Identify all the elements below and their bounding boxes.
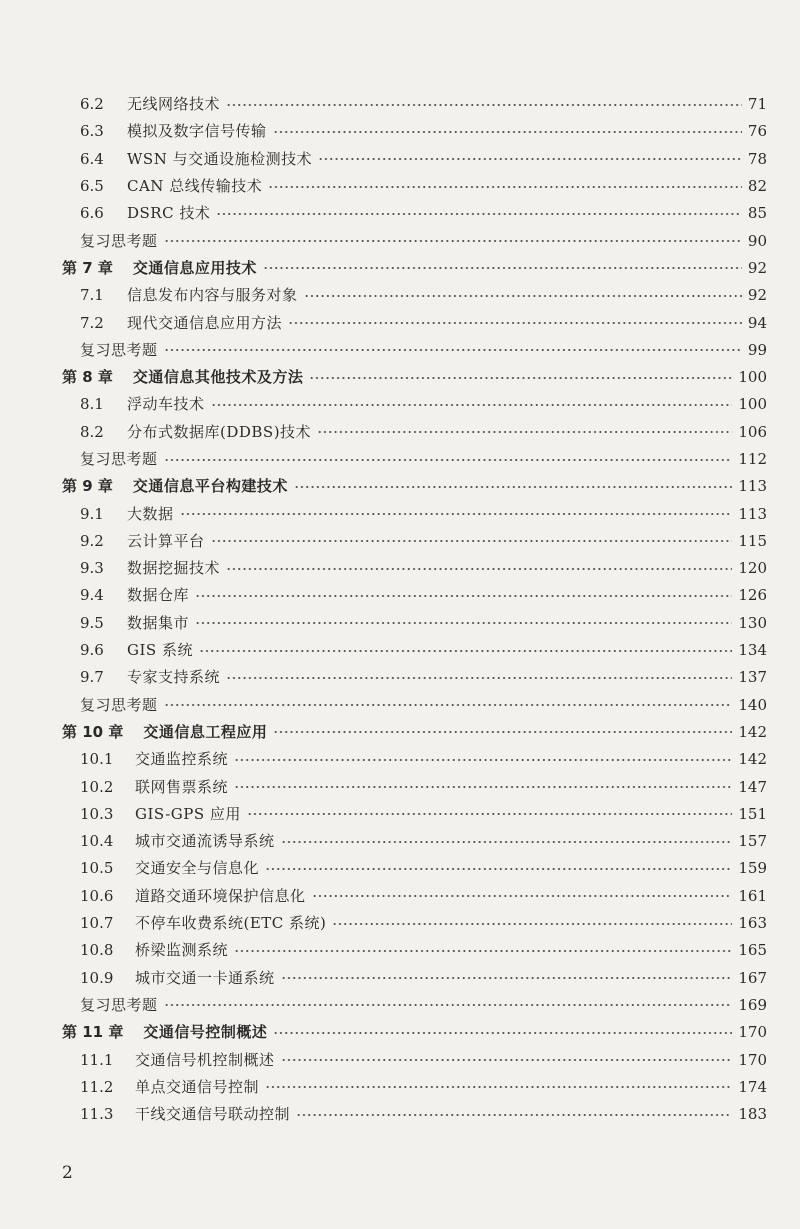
dot-leader bbox=[294, 486, 732, 488]
toc-entry-page: 167 bbox=[738, 968, 767, 987]
dot-leader bbox=[268, 186, 742, 188]
toc-section-row bbox=[0, 637, 800, 664]
toc-entry-title: 交通信息其他技术及方法 bbox=[132, 368, 304, 387]
dot-leader bbox=[265, 1086, 732, 1088]
toc-section-row bbox=[0, 773, 800, 800]
toc-entry-number: 6.6 bbox=[80, 204, 104, 223]
dot-leader bbox=[226, 677, 732, 679]
toc-entry-page: 112 bbox=[738, 450, 767, 468]
toc-entry-title: 大数据 bbox=[127, 504, 174, 523]
dot-leader bbox=[281, 1059, 733, 1061]
toc-entry-number: 10.7 bbox=[80, 914, 114, 933]
toc-entry-number: 9.1 bbox=[80, 504, 104, 523]
dot-leader bbox=[195, 622, 732, 624]
toc-review-row bbox=[0, 992, 800, 1019]
toc-entry-number: 10.3 bbox=[80, 804, 114, 823]
dot-leader bbox=[164, 704, 733, 706]
dot-leader bbox=[234, 950, 732, 952]
toc-entry-page: 142 bbox=[738, 750, 767, 769]
toc-section-row bbox=[0, 200, 800, 227]
toc-entry-title: 不停车收费系统(ETC 系统) bbox=[135, 914, 327, 933]
toc-entry-page: 85 bbox=[747, 204, 767, 223]
toc-section-row bbox=[0, 1101, 800, 1128]
toc-section-row bbox=[0, 746, 800, 773]
toc-entry-title: 城市交通流诱导系统 bbox=[135, 832, 275, 851]
toc-entry-title: 云计算平台 bbox=[127, 531, 205, 550]
toc-entry-title: 交通信息平台构建技术 bbox=[132, 477, 288, 496]
toc-entry-page: 170 bbox=[738, 1023, 767, 1042]
toc-entry-page: 142 bbox=[738, 722, 767, 741]
toc-section-row bbox=[0, 965, 800, 992]
toc-entry-title: 交通信息工程应用 bbox=[143, 722, 268, 741]
toc-entry-title: 数据集市 bbox=[127, 613, 190, 632]
toc-entry-title: 交通信号机控制概述 bbox=[135, 1050, 275, 1069]
toc-entry-number: 7.1 bbox=[80, 286, 104, 305]
toc-section-row bbox=[0, 118, 800, 145]
toc-entry-title: 联网售票系统 bbox=[135, 777, 229, 796]
toc-section-row bbox=[0, 910, 800, 937]
toc-section-row bbox=[0, 937, 800, 964]
toc-entry-number: 第 8 章 bbox=[62, 368, 113, 387]
toc-entry-title: 数据挖掘技术 bbox=[127, 559, 221, 578]
toc-entry-title: 道路交通环境保护信息化 bbox=[135, 886, 306, 905]
toc-entry-title: 桥梁监测系统 bbox=[135, 941, 229, 960]
toc-entry-number: 9.6 bbox=[80, 641, 104, 660]
toc-entry-number: 6.5 bbox=[80, 177, 104, 196]
toc-section-row bbox=[0, 173, 800, 200]
toc-entry-number: 11.3 bbox=[80, 1105, 114, 1124]
toc-section-row bbox=[0, 555, 800, 582]
dot-leader bbox=[318, 158, 742, 160]
toc-section-row bbox=[0, 828, 800, 855]
toc-entry-page: 170 bbox=[738, 1050, 767, 1069]
toc-section-row bbox=[0, 419, 800, 446]
dot-leader bbox=[312, 895, 733, 897]
toc-entry-page: 113 bbox=[738, 504, 767, 523]
dot-leader bbox=[304, 295, 742, 297]
toc-entry-number: 10.2 bbox=[80, 777, 114, 796]
toc-entry-number: 第 10 章 bbox=[62, 722, 124, 741]
table-of-contents bbox=[0, 91, 800, 1128]
dot-leader bbox=[195, 595, 732, 597]
toc-entry-page: 94 bbox=[747, 313, 767, 332]
toc-entry-title: 交通监控系统 bbox=[135, 750, 229, 769]
toc-review-row bbox=[0, 337, 800, 364]
toc-chapter-row bbox=[0, 1019, 800, 1046]
dot-leader bbox=[216, 213, 742, 215]
toc-entry-title: 复习思考题 bbox=[80, 695, 158, 714]
toc-entry-number: 9.2 bbox=[80, 531, 104, 550]
toc-entry-page: 165 bbox=[738, 941, 767, 960]
dot-leader bbox=[164, 1004, 733, 1006]
toc-entry-title: 数据仓库 bbox=[127, 586, 190, 605]
toc-chapter-row bbox=[0, 719, 800, 746]
toc-entry-title: 专家支持系统 bbox=[127, 668, 221, 687]
toc-section-row bbox=[0, 855, 800, 882]
toc-entry-number: 9.5 bbox=[80, 613, 104, 632]
dot-leader bbox=[211, 404, 733, 406]
toc-entry-page: 137 bbox=[738, 668, 767, 687]
toc-entry-page: 147 bbox=[738, 777, 767, 796]
toc-entry-page: 100 bbox=[738, 368, 767, 387]
toc-section-row bbox=[0, 282, 800, 309]
toc-entry-title: 信息发布内容与服务对象 bbox=[127, 286, 298, 305]
toc-entry-page: 106 bbox=[738, 422, 767, 441]
toc-entry-title: 复习思考题 bbox=[80, 995, 158, 1014]
toc-section-row bbox=[0, 664, 800, 691]
page-number: 2 bbox=[62, 1163, 73, 1183]
toc-entry-number: 11.2 bbox=[80, 1077, 114, 1096]
toc-entry-page: 140 bbox=[738, 695, 767, 714]
toc-entry-number: 11.1 bbox=[80, 1050, 114, 1069]
toc-entry-title: GIS-GPS 应用 bbox=[135, 804, 241, 823]
toc-entry-title: 交通安全与信息化 bbox=[135, 859, 260, 878]
dot-leader bbox=[332, 923, 732, 925]
toc-entry-page: 99 bbox=[747, 340, 767, 359]
toc-entry-page: 90 bbox=[747, 231, 767, 250]
dot-leader bbox=[226, 104, 742, 106]
toc-entry-title: 复习思考题 bbox=[80, 340, 158, 359]
toc-entry-number: 10.6 bbox=[80, 886, 114, 905]
toc-entry-number: 8.1 bbox=[80, 395, 104, 414]
dot-leader bbox=[164, 240, 742, 242]
toc-review-row bbox=[0, 446, 800, 473]
dot-leader bbox=[296, 1114, 732, 1116]
toc-entry-page: 92 bbox=[747, 258, 767, 277]
toc-section-row bbox=[0, 610, 800, 637]
toc-entry-page: 130 bbox=[738, 613, 767, 632]
dot-leader bbox=[309, 377, 732, 379]
toc-entry-number: 6.2 bbox=[80, 95, 104, 114]
dot-leader bbox=[288, 322, 742, 324]
toc-entry-page: 78 bbox=[747, 149, 767, 168]
toc-entry-number: 9.7 bbox=[80, 668, 104, 687]
toc-section-row bbox=[0, 146, 800, 173]
toc-entry-number: 第 11 章 bbox=[62, 1023, 124, 1042]
toc-entry-number: 第 9 章 bbox=[62, 477, 113, 496]
dot-leader bbox=[273, 1032, 732, 1034]
toc-entry-number: 7.2 bbox=[80, 313, 104, 332]
toc-entry-title: CAN 总线传输技术 bbox=[127, 177, 263, 196]
toc-entry-number: 10.4 bbox=[80, 832, 114, 851]
toc-entry-number: 6.4 bbox=[80, 149, 104, 168]
toc-entry-number: 10.8 bbox=[80, 941, 114, 960]
dot-leader bbox=[180, 513, 733, 515]
toc-entry-title: 模拟及数字信号传输 bbox=[127, 122, 267, 141]
toc-entry-title: 交通信息应用技术 bbox=[132, 258, 257, 277]
toc-entry-page: 163 bbox=[738, 914, 767, 933]
dot-leader bbox=[234, 759, 732, 761]
toc-section-row bbox=[0, 528, 800, 555]
toc-entry-title: 交通信号控制概述 bbox=[143, 1023, 268, 1042]
toc-chapter-row bbox=[0, 473, 800, 500]
toc-section-row bbox=[0, 91, 800, 118]
toc-entry-number: 8.2 bbox=[80, 422, 104, 441]
toc-entry-page: 82 bbox=[747, 177, 767, 196]
toc-section-row bbox=[0, 500, 800, 527]
dot-leader bbox=[273, 731, 732, 733]
toc-entry-page: 161 bbox=[738, 886, 767, 905]
toc-entry-page: 113 bbox=[738, 477, 767, 496]
toc-entry-page: 126 bbox=[738, 586, 767, 605]
toc-entry-number: 10.1 bbox=[80, 750, 114, 769]
toc-entry-title: 干线交通信号联动控制 bbox=[135, 1105, 291, 1124]
toc-entry-number: 第 7 章 bbox=[62, 258, 113, 277]
toc-entry-page: 174 bbox=[738, 1077, 767, 1096]
dot-leader bbox=[265, 868, 732, 870]
toc-entry-page: 183 bbox=[738, 1105, 767, 1124]
dot-leader bbox=[211, 540, 733, 542]
toc-section-row bbox=[0, 1074, 800, 1101]
toc-entry-title: 分布式数据库(DDBS)技术 bbox=[127, 422, 312, 441]
dot-leader bbox=[317, 431, 732, 433]
toc-entry-page: 76 bbox=[747, 122, 767, 141]
dot-leader bbox=[164, 349, 742, 351]
toc-entry-number: 10.9 bbox=[80, 968, 114, 987]
toc-entry-page: 169 bbox=[738, 995, 767, 1014]
toc-entry-page: 120 bbox=[738, 559, 767, 578]
dot-leader bbox=[273, 131, 742, 133]
toc-review-row bbox=[0, 227, 800, 254]
dot-leader bbox=[281, 977, 733, 979]
toc-entry-number: 9.4 bbox=[80, 586, 104, 605]
toc-section-row bbox=[0, 582, 800, 609]
dot-leader bbox=[226, 568, 732, 570]
toc-entry-title: 单点交通信号控制 bbox=[135, 1077, 260, 1096]
toc-entry-page: 157 bbox=[738, 832, 767, 851]
dot-leader bbox=[164, 459, 733, 461]
toc-entry-page: 71 bbox=[747, 95, 767, 114]
toc-entry-title: GIS 系统 bbox=[127, 641, 193, 660]
toc-entry-title: 无线网络技术 bbox=[127, 95, 221, 114]
dot-leader bbox=[281, 841, 733, 843]
toc-entry-page: 134 bbox=[738, 641, 767, 660]
toc-entry-title: 浮动车技术 bbox=[127, 395, 205, 414]
toc-entry-title: 城市交通一卡通系统 bbox=[135, 968, 275, 987]
toc-section-row bbox=[0, 1046, 800, 1073]
dot-leader bbox=[234, 786, 732, 788]
toc-entry-page: 115 bbox=[738, 531, 767, 550]
dot-leader bbox=[263, 267, 742, 269]
toc-entry-page: 92 bbox=[747, 286, 767, 305]
toc-entry-number: 10.5 bbox=[80, 859, 114, 878]
toc-entry-title: 现代交通信息应用方法 bbox=[127, 313, 283, 332]
toc-entry-page: 159 bbox=[738, 859, 767, 878]
toc-section-row bbox=[0, 391, 800, 418]
toc-entry-page: 100 bbox=[738, 395, 767, 414]
toc-entry-title: WSN 与交通设施检测技术 bbox=[127, 149, 313, 168]
toc-chapter-row bbox=[0, 255, 800, 282]
toc-entry-page: 151 bbox=[738, 804, 767, 823]
toc-review-row bbox=[0, 692, 800, 719]
toc-entry-number: 6.3 bbox=[80, 122, 104, 141]
toc-entry-title: 复习思考题 bbox=[80, 231, 158, 250]
toc-entry-title: 复习思考题 bbox=[80, 450, 158, 468]
toc-section-row bbox=[0, 801, 800, 828]
toc-entry-title: DSRC 技术 bbox=[127, 204, 211, 223]
toc-section-row bbox=[0, 883, 800, 910]
toc-section-row bbox=[0, 309, 800, 336]
dot-leader bbox=[247, 813, 732, 815]
dot-leader bbox=[199, 650, 732, 652]
toc-chapter-row bbox=[0, 364, 800, 391]
toc-entry-number: 9.3 bbox=[80, 559, 104, 578]
